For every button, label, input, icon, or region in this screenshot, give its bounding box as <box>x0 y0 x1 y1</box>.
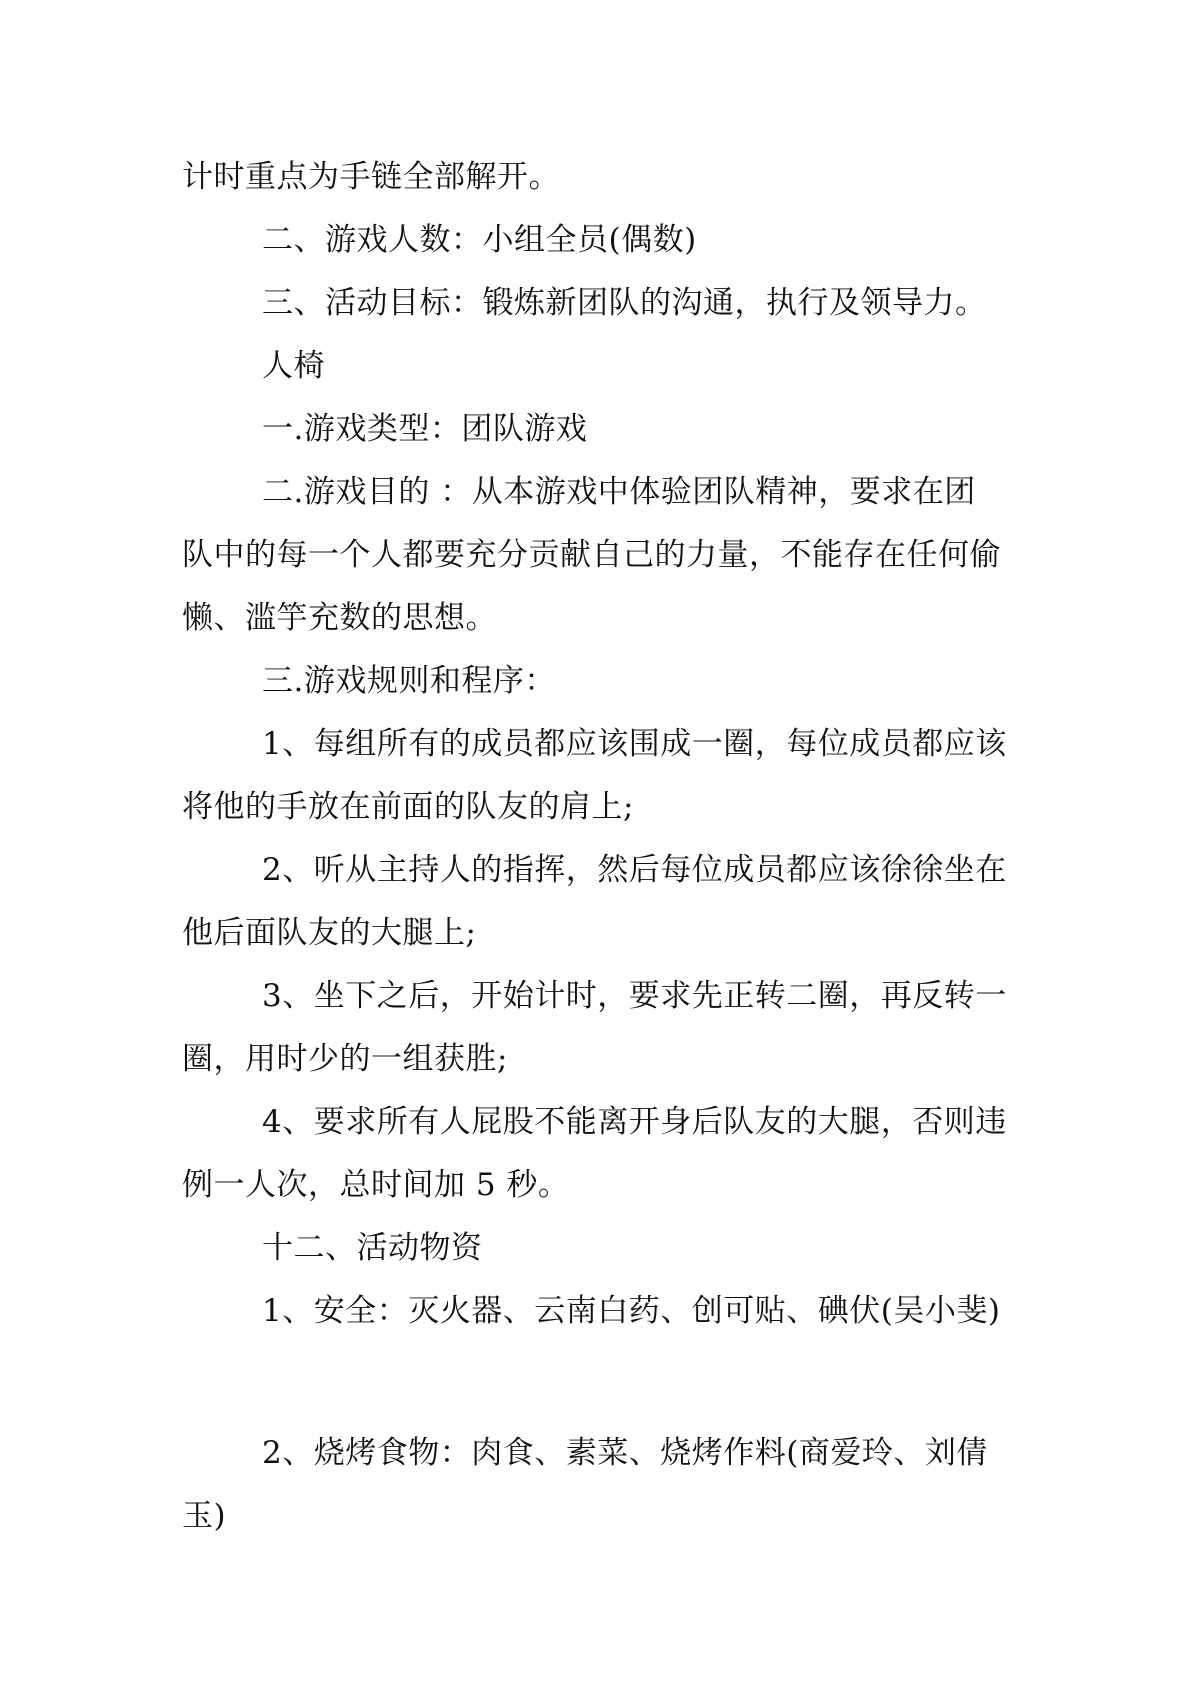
text-line: 1、每组所有的成员都应该围成一圈，每位成员都应该 <box>262 726 1007 762</box>
text-line: 二.游戏目的 ：从本游戏中体验团队精神，要求在团 <box>262 474 976 510</box>
text-line: 三.游戏规则和程序： <box>262 663 556 699</box>
text-line: 3、坐下之后，开始计时，要求先正转二圈，再反转一 <box>262 978 1007 1014</box>
text-line: 懒、滥竽充数的思想。 <box>182 600 497 636</box>
text-line: 一.游戏类型：团队游戏 <box>262 411 588 447</box>
text-line: 将他的手放在前面的队友的肩上; <box>182 789 634 825</box>
text-line: 二、游戏人数：小组全员(偶数) <box>262 222 697 258</box>
text-line: 圈，用时少的一组获胜; <box>182 1041 508 1077</box>
text-line: 他后面队友的大腿上; <box>182 915 477 951</box>
text-line: 玉) <box>182 1498 227 1534</box>
text-line: 2、烧烤食物：肉食、素菜、烧烤作料(商爱玲、刘倩 <box>262 1435 988 1471</box>
text-line: 三、活动目标：锻炼新团队的沟通，执行及领导力。 <box>262 285 987 321</box>
text-line: 4、要求所有人屁股不能离开身后队友的大腿，否则违 <box>262 1104 1007 1140</box>
text-line: 计时重点为手链全部解开。 <box>182 159 560 195</box>
section-heading: 人椅 <box>262 348 325 384</box>
text-line: 1、安全：灭火器、云南白药、创可贴、碘伏(吴小斐) <box>262 1293 1001 1329</box>
section-heading: 十二、活动物资 <box>262 1230 483 1266</box>
text-line: 例一人次，总时间加 5 秒。 <box>182 1167 570 1203</box>
text-line: 2、听从主持人的指挥，然后每位成员都应该徐徐坐在 <box>262 852 1007 888</box>
text-line: 队中的每一个人都要充分贡献自己的力量，不能存在任何偷 <box>182 537 1001 573</box>
